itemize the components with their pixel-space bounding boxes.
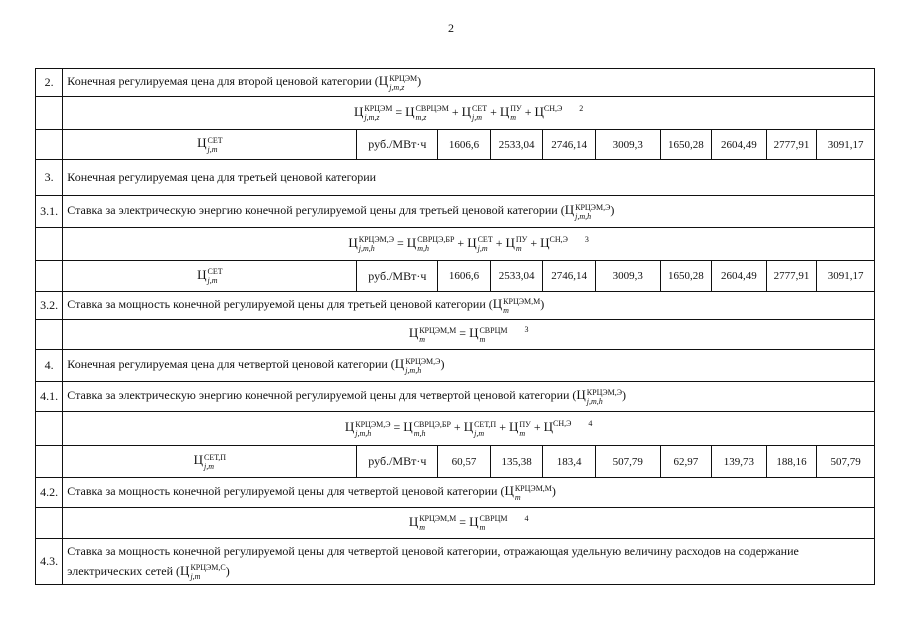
table-row [36, 69, 875, 97]
table-row [36, 228, 875, 261]
unit: руб./МВт·ч [357, 130, 438, 160]
value-cell: 2604,49 [712, 261, 767, 292]
value-cell: 2604,49 [712, 130, 767, 160]
tariff-symbol: Ц СЕТ j,m [63, 261, 357, 292]
value-cell: 2746,14 [543, 130, 596, 160]
formula: Ц КРЦЭМ,Э j,m,h = Ц СВРЦЭ,БР m,h + Ц СЕТ j,m + Ц ПУ m + $Ц^{СН,Э}$ $^3$ [63, 228, 875, 261]
table-row [36, 292, 875, 320]
value-cell: 135,38 [490, 446, 543, 478]
table-row [36, 446, 875, 478]
footnote-ref: 2 [579, 103, 584, 113]
value-cell: 2533,04 [490, 261, 543, 292]
table-row [36, 261, 875, 292]
row-title: Ставка за электрическую энергию конечной регулируемой цены для третьей ценовой категории (Ц КРЦЭМ,Э j,m,h ) [63, 196, 875, 228]
footnote-ref: 4 [524, 513, 529, 523]
price-table [35, 68, 875, 585]
value-cell: 2777,91 [766, 261, 817, 292]
tariff-symbol: Ц СЕТ,П j,m [63, 446, 357, 478]
table-row [36, 196, 875, 228]
value-cell: 1606,6 [438, 261, 491, 292]
row-number: 2. [36, 69, 63, 97]
value-cell: 62,97 [660, 446, 712, 478]
table-row [36, 320, 875, 350]
value-cell: 139,73 [712, 446, 767, 478]
value-cell: 507,79 [595, 446, 660, 478]
table-row [36, 478, 875, 508]
value-cell: 3091,17 [817, 261, 875, 292]
unit: руб./МВт·ч [357, 446, 438, 478]
row-title: Ставка за мощность конечной регулируемой цены для четвертой ценовой категории, отражающая удельную величину расходов на содержание электрических сетей (Ц КРЦЭМ,С j,m ) [63, 539, 875, 585]
formula: Ц КРЦЭМ,М m = Ц СВРЦМ m $^3$ [63, 320, 875, 350]
footnote-ref: 3 [584, 234, 589, 244]
row-title: Конечная регулируемая цена для четвертой ценовой категории (Ц КРЦЭМ,Э j,m,h ) [63, 350, 875, 382]
value-cell: 1650,28 [660, 130, 712, 160]
unit: руб./МВт·ч [357, 261, 438, 292]
row-title: Конечная регулируемая цена для третьей ценовой категории [63, 160, 875, 196]
row-title: Конечная регулируемая цена для второй ценовой категории (Ц КРЦЭМ j,m,z ) [63, 69, 875, 97]
row-number: 3.2. [36, 292, 63, 320]
row-number: 3. [36, 160, 63, 196]
footnote-ref: 4 [588, 419, 593, 429]
value-cell: 3009,3 [595, 261, 660, 292]
value-cell: 2746,14 [543, 261, 596, 292]
value-cell: 60,57 [438, 446, 491, 478]
row-number: 4. [36, 350, 63, 382]
table-row [36, 97, 875, 130]
value-cell: 1650,28 [660, 261, 712, 292]
formula: Ц КРЦЭМ,М m = Ц СВРЦМ m $^4$ [63, 508, 875, 539]
formula: Ц КРЦЭМ j,m,z = Ц СВРЦЭМ m,z + Ц СЕТ j,m + Ц ПУ m + $Ц^{СН,Э}$ $^2$ [63, 97, 875, 130]
value-cell: 3091,17 [817, 130, 875, 160]
value-cell: 2777,91 [766, 130, 817, 160]
row-number: 4.3. [36, 539, 63, 585]
value-cell: 183,4 [543, 446, 596, 478]
value-cell: 2533,04 [490, 130, 543, 160]
row-number: 4.1. [36, 382, 63, 412]
value-cell: 188,16 [766, 446, 817, 478]
row-title: Ставка за мощность конечной регулируемой цены для третьей ценовой категории (Ц КРЦЭМ,М m ) [63, 292, 875, 320]
table-row [36, 382, 875, 412]
row-title: Ставка за электрическую энергию конечной регулируемой цены для четвертой ценовой категории (Ц КРЦЭМ,Э j,m,h ) [63, 382, 875, 412]
value-cell: 3009,3 [595, 130, 660, 160]
table-row [36, 160, 875, 196]
footnote-ref: 3 [524, 325, 529, 335]
table-row [36, 130, 875, 160]
row-title: Ставка за мощность конечной регулируемой цены для четвертой ценовой категории (Ц КРЦЭМ,М m ) [63, 478, 875, 508]
tariff-symbol: Ц СЕТ j,m [63, 130, 357, 160]
table-row [36, 350, 875, 382]
row-number: 4.2. [36, 478, 63, 508]
page-number: 2 [448, 21, 454, 35]
table-row [36, 412, 875, 446]
value-cell: 1606,6 [438, 130, 491, 160]
value-cell: 507,79 [817, 446, 875, 478]
table-row [36, 539, 875, 585]
row-number: 3.1. [36, 196, 63, 228]
formula: Ц КРЦЭМ,Э j,m,h = Ц СВРЦЭ,БР m,h + Ц СЕТ,П j,m + Ц ПУ m + $Ц^{СН,Э}$ $^4$ [63, 412, 875, 446]
table-row [36, 508, 875, 539]
